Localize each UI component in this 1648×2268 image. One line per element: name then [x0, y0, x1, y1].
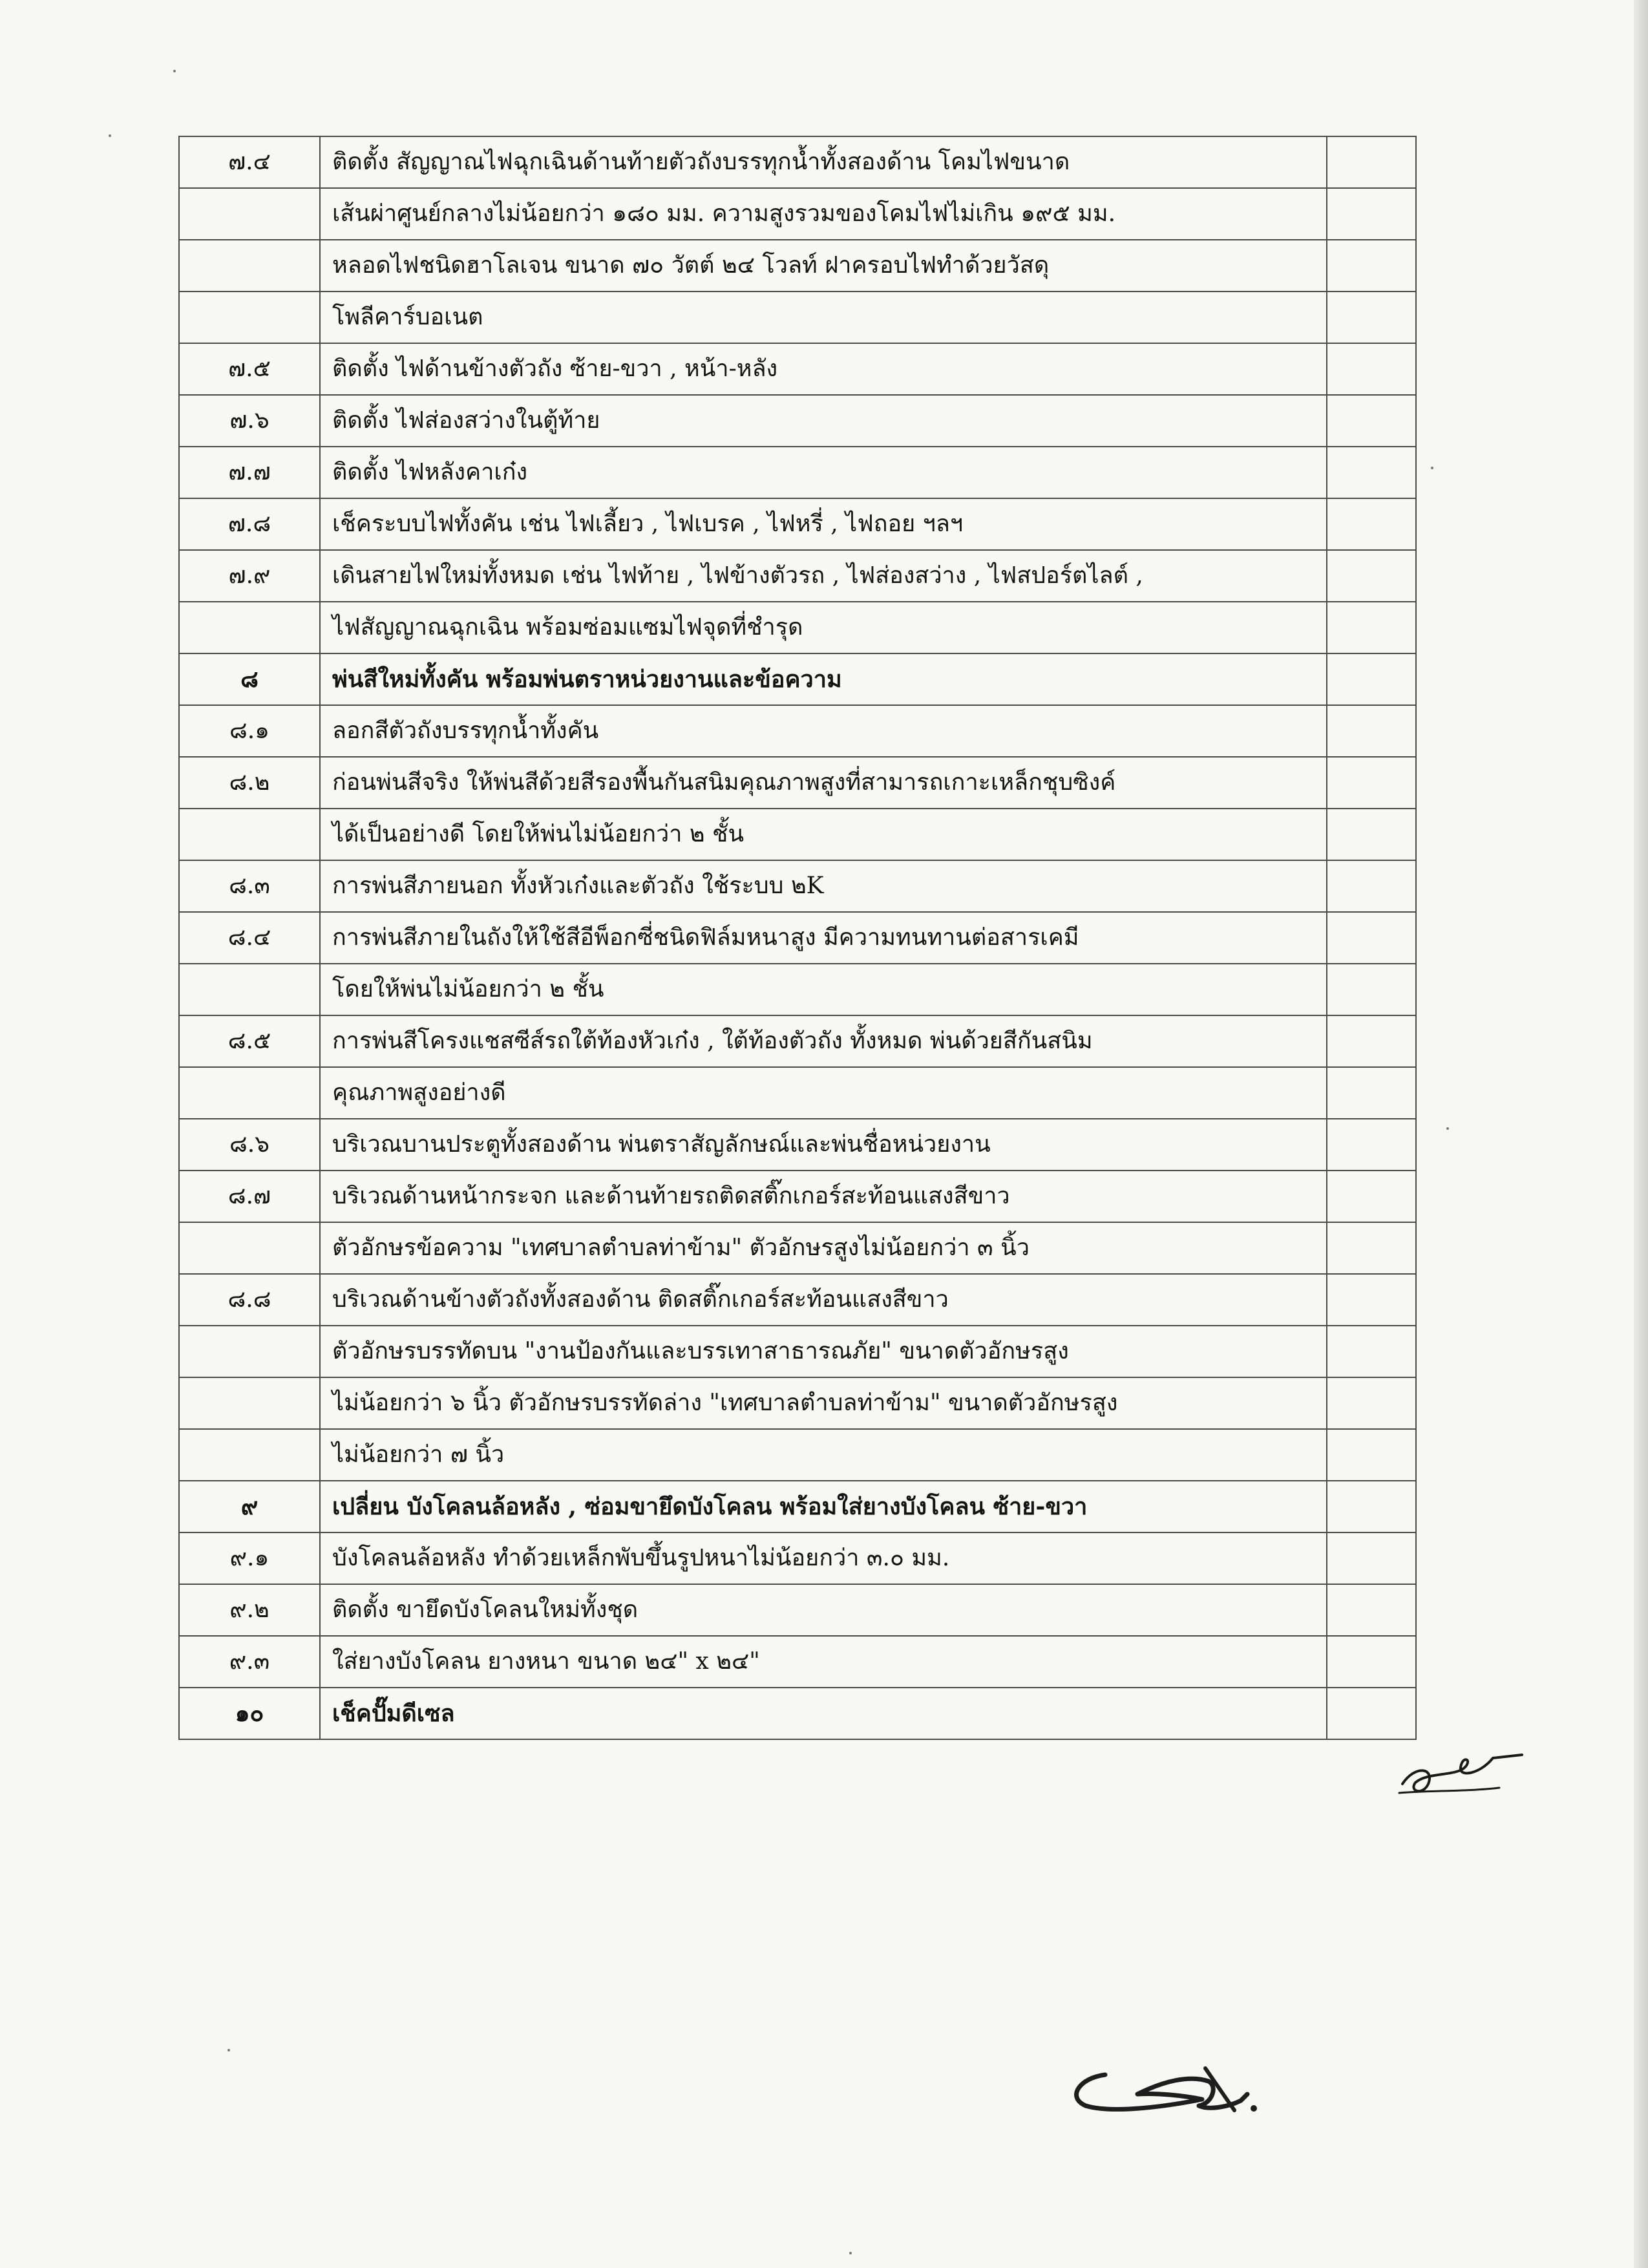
checkbox-column-cell: [1327, 1222, 1416, 1274]
item-description-cell: หลอดไฟชนิดฮาโลเจน ขนาด ๗๐ วัตต์ ๒๔ โวลท์ ฝาครอบไฟทำด้วยวัสดุ: [320, 240, 1327, 291]
checkbox-column-cell: [1327, 1584, 1416, 1636]
checkbox-column-cell: [1327, 1326, 1416, 1377]
item-description-cell: โพลีคาร์บอเนต: [320, 291, 1327, 343]
signature-bottom: [1060, 2049, 1293, 2133]
table-row: [179, 757, 1416, 809]
item-description-cell: เช็คปั๊มดีเซล: [320, 1688, 1327, 1739]
item-number-cell: ๗.๙: [179, 550, 320, 602]
item-number-cell: ๘.๗: [179, 1171, 320, 1222]
checkbox-column-cell: [1327, 395, 1416, 447]
item-number-cell: ๘.๔: [179, 912, 320, 964]
table-row: [179, 964, 1416, 1015]
item-description-cell: ติดตั้ง ไฟหลังคาเก๋ง: [320, 447, 1327, 498]
item-description-cell: เดินสายไฟใหม่ทั้งหมด เช่น ไฟท้าย , ไฟข้างตัวรถ , ไฟส่องสว่าง , ไฟสปอร์ตไลต์ ,: [320, 550, 1327, 602]
item-number-cell: ๗.๕: [179, 343, 320, 395]
checkbox-column-cell: [1327, 447, 1416, 498]
specification-table-body: [179, 136, 1416, 1739]
checkbox-column-cell: [1327, 1274, 1416, 1326]
checkbox-column-cell: [1327, 1636, 1416, 1688]
checkbox-column-cell: [1327, 1481, 1416, 1532]
checkbox-column-cell: [1327, 860, 1416, 912]
specification-table: [178, 136, 1417, 1740]
table-row: [179, 705, 1416, 757]
item-description-cell: บริเวณบานประตูทั้งสองด้าน พ่นตราสัญลักษณ์และพ่นชื่อหน่วยงาน: [320, 1119, 1327, 1171]
table-row: [179, 1326, 1416, 1377]
table-row: [179, 809, 1416, 860]
checkbox-column-cell: [1327, 602, 1416, 653]
item-number-cell: [179, 1222, 320, 1274]
table-row: [179, 1532, 1416, 1584]
table-row: [179, 240, 1416, 291]
item-description-cell: การพ่นสีภายในถังให้ใช้สีอีพ็อกซี่ชนิดฟิล์มหนาสูง มีความทนทานต่อสารเคมี: [320, 912, 1327, 964]
item-number-cell: ๘: [179, 653, 320, 705]
scan-speck: [1431, 467, 1433, 469]
item-number-cell: [179, 1377, 320, 1429]
table-row: [179, 1636, 1416, 1688]
table-row: [179, 188, 1416, 240]
item-description-cell: ลอกสีตัวถังบรรทุกน้ำทั้งคัน: [320, 705, 1327, 757]
item-number-cell: ๘.๘: [179, 1274, 320, 1326]
item-description-cell: ติดตั้ง ไฟส่องสว่างในตู้ท้าย: [320, 395, 1327, 447]
item-description-cell: การพ่นสีโครงแชสซีส์รถใต้ท้องหัวเก๋ง , ใต้ท้องตัวถัง ทั้งหมด พ่นด้วยสีกันสนิม: [320, 1015, 1327, 1067]
table-row: [179, 1119, 1416, 1171]
checkbox-column-cell: [1327, 1015, 1416, 1067]
item-number-cell: ๘.๖: [179, 1119, 320, 1171]
scan-speck: [227, 2049, 230, 2051]
table-row: [179, 1067, 1416, 1119]
item-description-cell: ตัวอักษรบรรทัดบน "งานป้องกันและบรรเทาสาธารณภัย" ขนาดตัวอักษรสูง: [320, 1326, 1327, 1377]
item-description-cell: ได้เป็นอย่างดี โดยให้พ่นไม่น้อยกว่า ๒ ชั้น: [320, 809, 1327, 860]
item-number-cell: ๗.๘: [179, 498, 320, 550]
item-number-cell: [179, 809, 320, 860]
checkbox-column-cell: [1327, 1688, 1416, 1739]
item-number-cell: [179, 602, 320, 653]
item-number-cell: ๙.๑: [179, 1532, 320, 1584]
item-number-cell: ๙.๓: [179, 1636, 320, 1688]
checkbox-column-cell: [1327, 1171, 1416, 1222]
item-number-cell: ๙.๒: [179, 1584, 320, 1636]
item-description-cell: การพ่นสีภายนอก ทั้งหัวเก๋งและตัวถัง ใช้ระบบ ๒K: [320, 860, 1327, 912]
item-description-cell: ไม่น้อยกว่า ๗ นิ้ว: [320, 1429, 1327, 1481]
table-row: [179, 1015, 1416, 1067]
table-row: [179, 550, 1416, 602]
checkbox-column-cell: [1327, 1532, 1416, 1584]
item-description-cell: ติดตั้ง สัญญาณไฟฉุกเฉินด้านท้ายตัวถังบรรทุกน้ำทั้งสองด้าน โคมไฟขนาด: [320, 136, 1327, 188]
item-number-cell: ๗.๗: [179, 447, 320, 498]
item-number-cell: [179, 240, 320, 291]
table-row: [179, 447, 1416, 498]
table-row: [179, 1171, 1416, 1222]
item-number-cell: ๗.๔: [179, 136, 320, 188]
item-description-cell: บริเวณด้านข้างตัวถังทั้งสองด้าน ติดสติ๊กเกอร์สะท้อนแสงสีขาว: [320, 1274, 1327, 1326]
item-number-cell: ๘.๕: [179, 1015, 320, 1067]
item-number-cell: [179, 188, 320, 240]
checkbox-column-cell: [1327, 136, 1416, 188]
table-row: [179, 1688, 1416, 1739]
table-row: [179, 860, 1416, 912]
scan-speck: [1446, 1127, 1449, 1130]
item-description-cell: เช็คระบบไฟทั้งคัน เช่น ไฟเลี้ยว , ไฟเบรค , ไฟหรี่ , ไฟถอย ฯลฯ: [320, 498, 1327, 550]
checkbox-column-cell: [1327, 653, 1416, 705]
scan-page-edge: [1634, 0, 1648, 2268]
item-number-cell: [179, 291, 320, 343]
item-description-cell: ใส่ยางบังโคลน ยางหนา ขนาด ๒๔" x ๒๔": [320, 1636, 1327, 1688]
table-row: [179, 1481, 1416, 1532]
item-description-cell: โดยให้พ่นไม่น้อยกว่า ๒ ชั้น: [320, 964, 1327, 1015]
table-row: [179, 343, 1416, 395]
item-description-cell: บังโคลนล้อหลัง ทำด้วยเหล็กพับขึ้นรูปหนาไม่น้อยกว่า ๓.๐ มม.: [320, 1532, 1327, 1584]
checkbox-column-cell: [1327, 757, 1416, 809]
item-number-cell: ๗.๖: [179, 395, 320, 447]
item-description-cell: เปลี่ยน บังโคลนล้อหลัง , ซ่อมขายึดบังโคลน พร้อมใส่ยางบังโคลน ซ้าย-ขวา: [320, 1481, 1327, 1532]
scan-speck: [849, 2252, 852, 2254]
item-description-cell: ติดตั้ง ไฟด้านข้างตัวถัง ซ้าย-ขวา , หน้า-หลัง: [320, 343, 1327, 395]
table-row: [179, 1222, 1416, 1274]
item-description-cell: บริเวณด้านหน้ากระจก และด้านท้ายรถติดสติ๊กเกอร์สะท้อนแสงสีขาว: [320, 1171, 1327, 1222]
checkbox-column-cell: [1327, 964, 1416, 1015]
checkbox-column-cell: [1327, 498, 1416, 550]
checkbox-column-cell: [1327, 1067, 1416, 1119]
item-number-cell: [179, 1429, 320, 1481]
checkbox-column-cell: [1327, 188, 1416, 240]
scan-speck: [109, 134, 111, 137]
item-description-cell: เส้นผ่าศูนย์กลางไม่น้อยกว่า ๑๘๐ มม. ความสูงรวมของโคมไฟไม่เกิน ๑๙๕ มม.: [320, 188, 1327, 240]
table-row: [179, 291, 1416, 343]
table-row: [179, 1584, 1416, 1636]
checkbox-column-cell: [1327, 1429, 1416, 1481]
item-description-cell: ไม่น้อยกว่า ๖ นิ้ว ตัวอักษรบรรทัดล่าง "เทศบาลตำบลท่าข้าม" ขนาดตัวอักษรสูง: [320, 1377, 1327, 1429]
table-row: [179, 653, 1416, 705]
item-number-cell: ๘.๒: [179, 757, 320, 809]
item-description-cell: คุณภาพสูงอย่างดี: [320, 1067, 1327, 1119]
item-number-cell: [179, 964, 320, 1015]
signature-right: [1389, 1739, 1558, 1810]
table-row: [179, 395, 1416, 447]
item-description-cell: ก่อนพ่นสีจริง ให้พ่นสีด้วยสีรองพื้นกันสนิมคุณภาพสูงที่สามารถเกาะเหล็กชุบซิงค์: [320, 757, 1327, 809]
checkbox-column-cell: [1327, 550, 1416, 602]
table-row: [179, 498, 1416, 550]
checkbox-column-cell: [1327, 343, 1416, 395]
table-row: [179, 1274, 1416, 1326]
item-number-cell: ๙: [179, 1481, 320, 1532]
scan-speck: [173, 70, 176, 72]
checkbox-column-cell: [1327, 1119, 1416, 1171]
table-row: [179, 602, 1416, 653]
item-description-cell: พ่นสีใหม่ทั้งคัน พร้อมพ่นตราหน่วยงานและข้อความ: [320, 653, 1327, 705]
item-number-cell: [179, 1067, 320, 1119]
item-description-cell: ตัวอักษรข้อความ "เทศบาลตำบลท่าข้าม" ตัวอักษรสูงไม่น้อยกว่า ๓ นิ้ว: [320, 1222, 1327, 1274]
checkbox-column-cell: [1327, 1377, 1416, 1429]
table-row: [179, 1429, 1416, 1481]
item-description-cell: ติดตั้ง ขายึดบังโคลนใหม่ทั้งชุด: [320, 1584, 1327, 1636]
table-row: [179, 136, 1416, 188]
item-number-cell: ๑๐: [179, 1688, 320, 1739]
checkbox-column-cell: [1327, 809, 1416, 860]
checkbox-column-cell: [1327, 912, 1416, 964]
item-description-cell: ไฟสัญญาณฉุกเฉิน พร้อมซ่อมแซมไฟจุดที่ชำรุด: [320, 602, 1327, 653]
table-row: [179, 1377, 1416, 1429]
checkbox-column-cell: [1327, 705, 1416, 757]
item-number-cell: ๘.๓: [179, 860, 320, 912]
table-row: [179, 912, 1416, 964]
item-number-cell: ๘.๑: [179, 705, 320, 757]
checkbox-column-cell: [1327, 291, 1416, 343]
item-number-cell: [179, 1326, 320, 1377]
checkbox-column-cell: [1327, 240, 1416, 291]
